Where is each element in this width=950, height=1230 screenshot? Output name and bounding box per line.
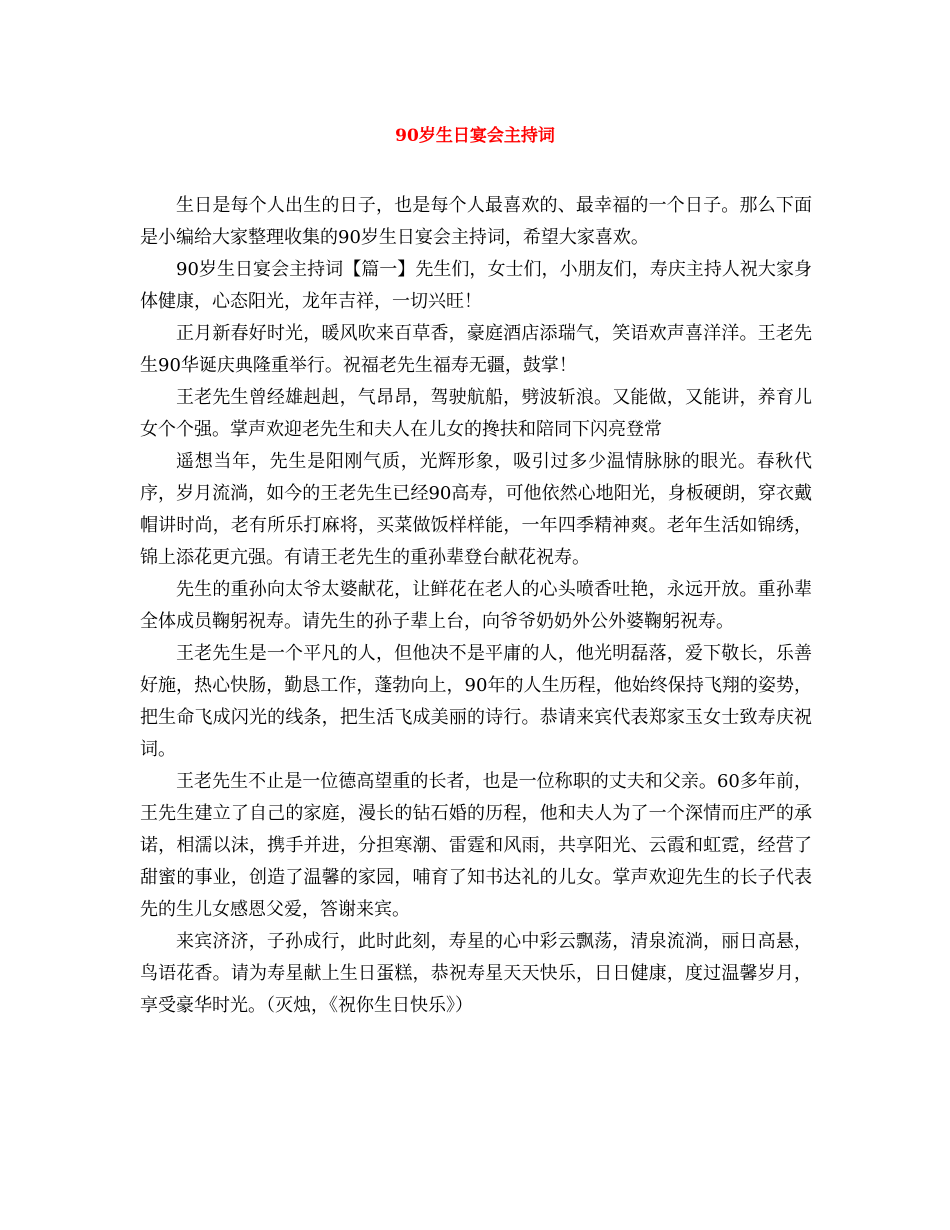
document-title: 90岁生日宴会主持词 [395, 126, 555, 146]
paragraph: 遥想当年，先生是阳刚气质，光辉形象，吸引过多少温情脉脉的眼光。春秋代序，岁月流淌，如今的王老先生已经90高寿，可他依然心地阳光，身板硬朗，穿衣戴帽讲时尚，老有所乐打麻将，买菜做饭样样能，一年四季精神爽。老年生活如锦绣，锦上添花更亢强。有请王老先生的重孙辈登台献花祝寿。 [140, 451, 812, 568]
paragraph: 王老先生是一个平凡的人，但他决不是平庸的人，他光明磊落，爱下敬长，乐善好施，热心快肠，勤恳工作，蓬勃向上，90年的人生历程，他始终保持飞翔的姿势，把生命飞成闪光的线条，把生活飞成美丽的诗行。恭请来宾代表郑家玉女士致寿庆祝词。 [140, 643, 812, 760]
paragraph: 生日是每个人出生的日子，也是每个人最喜欢的、最幸福的一个日子。那么下面是小编给大家整理收集的90岁生日宴会主持词，希望大家喜欢。 [140, 195, 812, 248]
paragraph: 来宾济济，子孙成行，此时此刻，寿星的心中彩云飘荡，清泉流淌，丽日高悬，鸟语花香。请为寿星献上生日蛋糕，恭祝寿星天天快乐，日日健康，度过温馨岁月，享受豪华时光。（灭烛，《祝你生日快乐》） [140, 931, 812, 1016]
document-body [140, 190, 812, 1022]
paragraph: 90岁生日宴会主持词【篇一】先生们，女士们，小朋友们，寿庆主持人祝大家身体健康，心态阳光，龙年吉祥，一切兴旺！ [140, 259, 812, 312]
paragraph: 王老先生曾经雄赳赳，气昂昂，驾驶航船，劈波斩浪。又能做，又能讲，养育儿女个个强。掌声欢迎老先生和夫人在儿女的搀扶和陪同下闪亮登常 [140, 387, 812, 440]
paragraph: 先生的重孙向太爷太婆献花，让鲜花在老人的心头喷香吐艳，永远开放。重孙辈全体成员鞠躬祝寿。请先生的孙子辈上台，向爷爷奶奶外公外婆鞠躬祝寿。 [140, 579, 812, 632]
paragraph: 王老先生不止是一位德高望重的长者，也是一位称职的丈夫和父亲。60多年前，王先生建立了自己的家庭，漫长的钻石婚的历程，他和夫人为了一个深情而庄严的承诺，相濡以沫，携手并进，分担寒潮、雷霆和风雨，共享阳光、云霞和虹霓，经营了甜蜜的事业，创造了温馨的家园，哺育了知书达礼的儿女。掌声欢迎先生的长子代表先的生儿女感恩父爱，答谢来宾。 [140, 771, 812, 920]
paragraph: 正月新春好时光，暖风吹来百草香，豪庭酒店添瑞气，笑语欢声喜洋洋。王老先生90华诞庆典隆重举行。祝福老先生福寿无疆，鼓掌！ [140, 323, 812, 376]
